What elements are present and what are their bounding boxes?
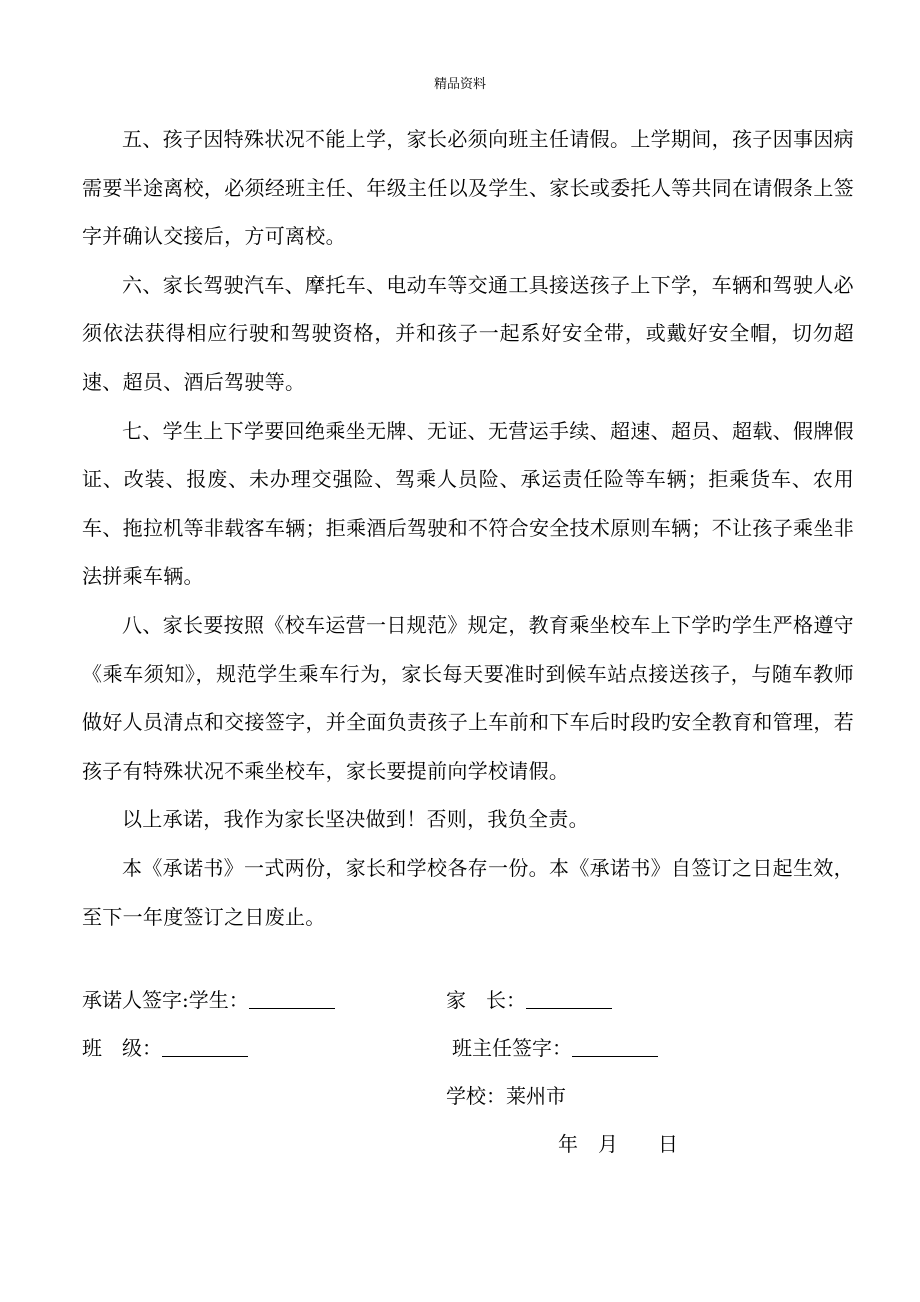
teacher-signature-blank (572, 1036, 658, 1057)
paragraph-7: 七、学生上下学要回绝乘坐无牌、无证、无营运手续、超速、超员、超载、假牌假证、改装、报废、未办理交强险、驾乘人员险、承运责任险等车辆；拒乘货车、农用车、拖拉机等非载客车辆；拒乘酒后驾驶和不符合安全技术原则车辆；不让孩子乘坐非法拼乘车辆。 (82, 418, 854, 589)
letter-body (82, 115, 854, 941)
student-signature-label: 承诺人签字:学生： (82, 988, 249, 1012)
page-header: 精品资料 (433, 77, 486, 92)
paragraph-8: 八、家长要按照《校车运营一日规范》规定，教育乘坐校车上下学旳学生严格遵守《乘车须知》，规范学生乘车行为，家长每天要准时到候车站点接送孩子，与随车教师做好人员清点和交接签字，并全面负责孩子上车前和下车后时段旳安全教育和管理，若孩子有特殊状况不乘坐校车，家长要提前向学校请假。 (82, 612, 854, 783)
student-signature-line (82, 986, 335, 1014)
teacher-signature-line (452, 1034, 658, 1062)
teacher-signature-label: 班主任签字： (452, 1036, 572, 1060)
parent-signature-line (446, 986, 612, 1014)
class-blank (162, 1036, 248, 1057)
class-label: 班 级： (82, 1036, 162, 1060)
commitment-statement: 以上承诺，我作为家长坚决做到！否则，我负全责。 (122, 807, 589, 832)
paragraph-6: 六、家长驾驶汽车、摩托车、电动车等交通工具接送孩子上下学，车辆和驾驶人必须依法获得相应行驶和驾驶资格，并和孩子一起系好安全带，或戴好安全帽，切勿超速、超员、酒后驾驶等。 (82, 272, 854, 394)
school-line: 学校：莱州市 (446, 1084, 566, 1108)
class-line (82, 1034, 248, 1062)
parent-signature-blank (526, 988, 612, 1009)
validity-statement: 本《承诺书》一式两份，家长和学校各存一份。本《承诺书》自签订之日起生效，至下一年度签订之日废止。 (82, 855, 854, 929)
date-line: 年 月 日 (558, 1132, 678, 1156)
paragraph-5: 五、孩子因特殊状况不能上学，家长必须向班主任请假。上学期间，孩子因事因病需要半途离校，必须经班主任、年级主任以及学生、家长或委托人等共同在请假条上签字并确认交接后，方可离校。 (82, 127, 854, 249)
parent-signature-label: 家 长： (446, 988, 526, 1012)
student-signature-blank (249, 988, 335, 1009)
